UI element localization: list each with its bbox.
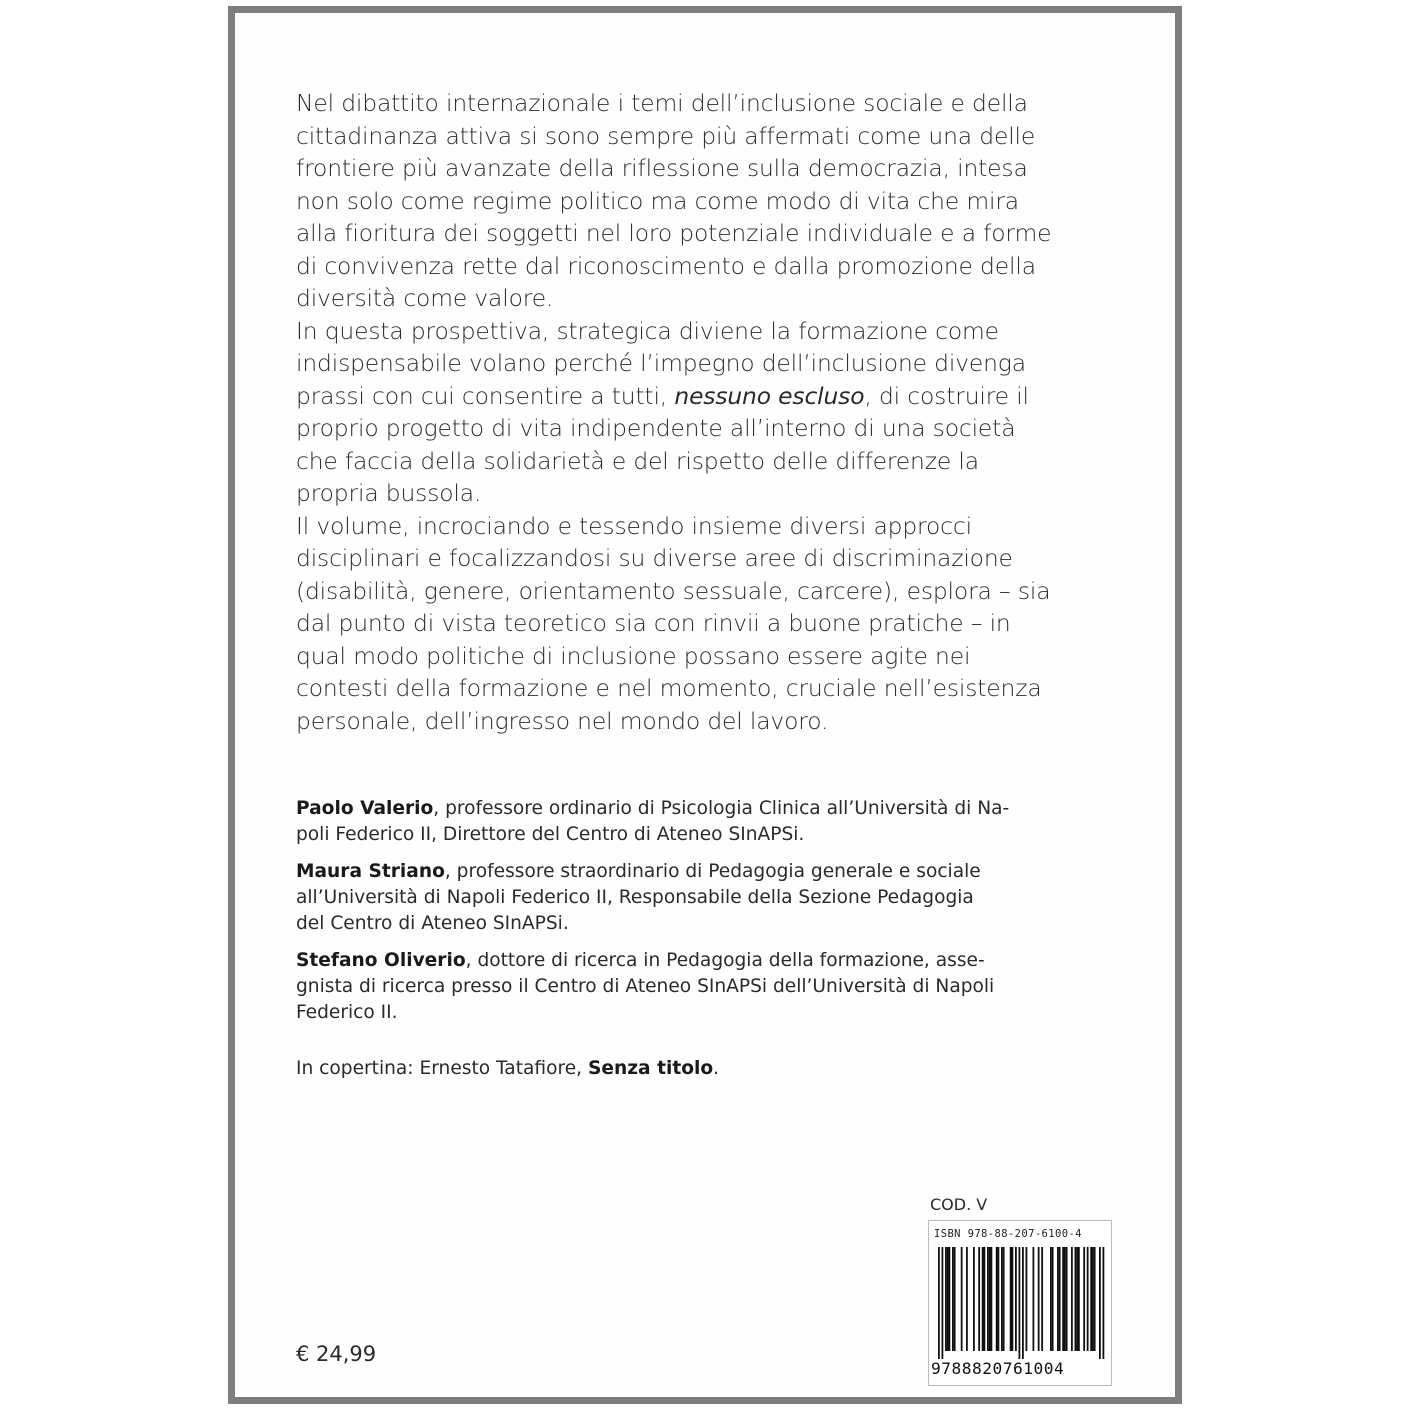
text-line: contesti della formazione e nel momento, cruciale nell’esistenza xyxy=(296,674,1042,702)
barcode-bar xyxy=(1057,1247,1059,1351)
text-line: dal punto di vista teoretico sia con rinvii a buone pratiche – in xyxy=(296,609,1011,637)
barcode xyxy=(935,1247,1107,1359)
text-line: disciplinari e focalizzandosi su diverse aree di discriminazione xyxy=(296,544,1013,572)
barcode-bar xyxy=(1012,1247,1014,1351)
price: € 24,99 xyxy=(296,1342,377,1366)
author-bios xyxy=(296,796,1111,1037)
barcode-bar xyxy=(952,1247,954,1351)
text-line: diversità come valore. xyxy=(296,284,554,312)
barcode-bar xyxy=(1026,1247,1028,1351)
text-line: del Centro di Ateneo SInAPSi. xyxy=(296,913,569,934)
barcode-bar xyxy=(945,1247,947,1351)
barcode-bar xyxy=(1001,1247,1003,1351)
blurb-paragraph-3 xyxy=(296,510,1126,738)
barcode-bar xyxy=(1092,1247,1094,1351)
text-line: , professore ordinario di Psicologia Clinica all’Università di Na- xyxy=(433,798,1010,819)
barcode-bar xyxy=(1062,1247,1064,1351)
text-line: personale, dell’ingresso nel mondo del lavoro. xyxy=(296,706,829,735)
text-line: indispensabile volano perché l’impegno dell’inclusione divenga xyxy=(296,349,1026,377)
text-line: frontiere più avanzate della riflessione sulla democrazia, intesa xyxy=(296,154,1028,182)
barcode-bar xyxy=(1022,1247,1024,1359)
barcode-bar xyxy=(987,1247,989,1351)
barcode-bar xyxy=(1050,1247,1052,1351)
barcode-bar xyxy=(1059,1247,1061,1351)
barcode-bar xyxy=(1064,1247,1066,1351)
barcode-bar xyxy=(984,1247,986,1351)
text-line: , dottore di ricerca in Pedagogia della formazione, asse- xyxy=(465,950,985,971)
text-line: In questa prospettiva, strategica diviene la formazione come xyxy=(296,316,999,345)
blurb-paragraph-1 xyxy=(296,87,1126,315)
barcode-bar xyxy=(1094,1247,1096,1351)
isbn-label: ISBN 978-88-207-6100-4 xyxy=(934,1228,1082,1240)
barcode-bar xyxy=(1015,1247,1017,1351)
credit-suffix: . xyxy=(713,1058,720,1079)
barcode-bar xyxy=(954,1247,956,1351)
barcode-bar xyxy=(1087,1247,1089,1351)
barcode-bar xyxy=(1090,1247,1092,1351)
ean-number: 9788820761004 xyxy=(931,1359,1065,1378)
text-line: poli Federico II, Direttore del Centro di Ateneo SInAPSi. xyxy=(296,824,805,845)
barcode-bar xyxy=(1076,1247,1078,1351)
barcode-bar xyxy=(982,1247,984,1351)
text-line: cittadinanza attiva si sono sempre più affermati come una delle xyxy=(296,121,1036,150)
barcode-bar xyxy=(1033,1247,1035,1351)
text-line: gnista di ricerca presso il Centro di Ateneo SInAPSi dell’Università di Napoli xyxy=(296,976,995,997)
barcode-bar xyxy=(1075,1247,1077,1351)
text-line: , professore straordinario di Pedagogia generale e sociale xyxy=(444,861,981,882)
barcode-bar xyxy=(1019,1247,1021,1359)
barcode-bar xyxy=(1052,1247,1054,1351)
author-name: Stefano Oliverio xyxy=(296,950,466,971)
text-line: che faccia della solidarietà e del rispetto delle differenze la xyxy=(296,446,979,475)
barcode-bar xyxy=(1010,1247,1012,1351)
barcode-bar xyxy=(998,1247,1000,1351)
barcode-bar xyxy=(1078,1247,1080,1351)
barcode-bar xyxy=(1071,1247,1073,1351)
barcode-bar xyxy=(947,1247,949,1351)
text-line: alla fioritura dei soggetti nel loro potenziale individuale e a forme xyxy=(296,219,1052,247)
barcode-bar xyxy=(989,1247,991,1351)
italic-phrase: nessuno escluso xyxy=(674,381,865,410)
barcode-bar xyxy=(961,1247,963,1351)
text-line: non solo come regime politico ma come modo di vita che mira xyxy=(296,186,1019,215)
barcode-bar xyxy=(966,1247,968,1351)
barcode-bar xyxy=(978,1247,980,1351)
text-line: qual modo politiche di inclusione possano essere agite nei xyxy=(296,641,971,670)
barcode-bar xyxy=(996,1247,998,1351)
text-line: (disabilità, genere, orientamento sessuale, carcere), esplora – sia xyxy=(296,576,1051,605)
author-name: Paolo Valerio xyxy=(296,798,434,819)
author-name: Maura Striano xyxy=(296,861,445,882)
barcode-bar xyxy=(1083,1247,1085,1351)
cover-credit xyxy=(296,1056,719,1082)
barcode-bar xyxy=(1103,1247,1105,1359)
artwork-title: Senza titolo xyxy=(587,1058,714,1079)
credit-prefix: In copertina: Ernesto Tatafiore, xyxy=(296,1058,588,1079)
text-line: propria bussola. xyxy=(296,479,482,507)
isbn-barcode-box xyxy=(928,1220,1112,1386)
text-line: Nel dibattito internazionale i temi dell’inclusione sociale e della xyxy=(296,89,1028,117)
series-code: COD. V xyxy=(930,1195,988,1214)
barcode-bar xyxy=(973,1247,975,1351)
author-bio xyxy=(296,948,1111,1026)
author-bio xyxy=(296,859,1111,937)
barcode-bar xyxy=(949,1247,951,1351)
text-line: Il volume, incrociando e tessendo insieme diversi approcci xyxy=(296,511,972,540)
barcode-bar xyxy=(1038,1247,1040,1351)
barcode-bar xyxy=(938,1247,940,1359)
text-line: all’Università di Napoli Federico II, Responsabile della Sezione Pedagogia xyxy=(296,887,974,908)
text-line: Federico II. xyxy=(296,1002,398,1023)
text-line: proprio progetto di vita indipendente all’interno di una società xyxy=(296,414,1016,442)
barcode-bar xyxy=(942,1247,944,1359)
text-line: di convivenza rette dal riconoscimento e dalla promozione della xyxy=(296,251,1036,280)
blurb-text xyxy=(296,87,1126,737)
barcode-bar xyxy=(1041,1247,1043,1351)
text-line: prassi con cui consentire a tutti, xyxy=(296,381,675,410)
barcode-bar xyxy=(1003,1247,1005,1351)
author-bio xyxy=(296,796,1111,848)
barcode-bar xyxy=(991,1247,993,1351)
barcode-bar xyxy=(1099,1247,1101,1359)
text-line: , di costruire il xyxy=(864,381,1029,410)
barcode-bar xyxy=(1066,1247,1068,1351)
blurb-paragraph-2 xyxy=(296,315,1126,510)
